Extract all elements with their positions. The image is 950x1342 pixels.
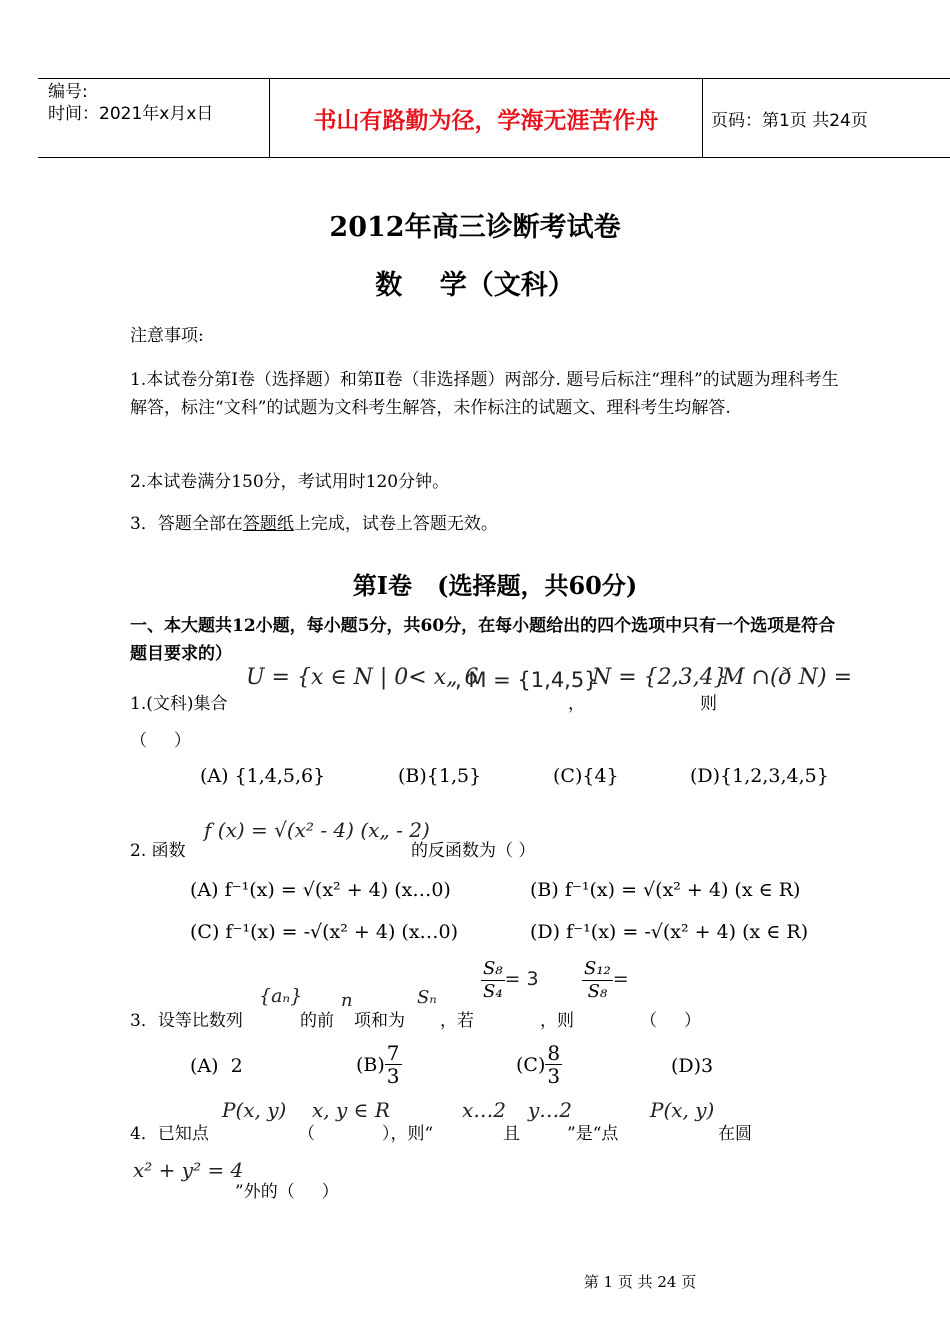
q3-option-b-label: (B) (356, 1053, 385, 1076)
q3-text-2: 的前 (300, 1011, 334, 1031)
q3-ratio-1-num: S₈ (483, 958, 503, 979)
notice-item-3-pre: 3．答题全部在 (130, 514, 243, 534)
q2-option-b: (B) f⁻¹(x) = √(x² + 4) (x ∈ R) (530, 879, 801, 901)
q4-cond-x: x…2 (462, 1098, 507, 1122)
q2-text: 2. 函数 (130, 841, 186, 861)
q3-text-3: 项和为 (354, 1011, 405, 1031)
q3-option-c-label: (C) (516, 1053, 546, 1076)
q3-option-b-den: 3 (386, 1064, 400, 1088)
exam-subtitle: 数 学（文科） (375, 270, 575, 301)
page-header (38, 78, 950, 158)
q4-text-3: ），则“ (382, 1124, 434, 1144)
q3-option-a: (A) 2 (190, 1055, 243, 1077)
q3-sequence: {aₙ} (259, 985, 303, 1007)
number-label: 编号: (48, 82, 88, 102)
q1-text: 1.(文科)集合 (130, 694, 228, 714)
q3-option-d: (D)3 (671, 1055, 714, 1077)
q4-text-2: （ (298, 1124, 315, 1144)
page-label: 页码：第1页 共24页 (711, 110, 868, 131)
header-info (38, 79, 269, 157)
q2-option-d: (D) f⁻¹(x) = -√(x² + 4) (x ∈ R) (530, 921, 809, 943)
q3-ratio-1-eq: = 3 (504, 968, 539, 990)
q4-and: 且 (503, 1124, 520, 1144)
q3-ratio-2-num: S₁₂ (584, 958, 611, 979)
q1-comma: ， (568, 694, 585, 714)
q1-then: 则 (700, 694, 717, 714)
q1-math-set-u: U = {x ∈ N | 0< x„ 6 (246, 665, 479, 690)
q3-ratio-2-den: S₈ (587, 981, 608, 1002)
q4-text-4: ”是“点 (567, 1124, 619, 1144)
q1-paren: （ ） (130, 731, 192, 751)
q4-text-6: ”外的（ ） (235, 1182, 339, 1202)
page-footer: 第 1 页 共 24 页 (583, 1273, 697, 1291)
q4-text-1: 4．已知点 (130, 1124, 209, 1144)
q1-option-a: (A) {1,4,5,6} (200, 765, 326, 787)
q3-text-4: ，若 (440, 1011, 474, 1031)
notice-item-3-post: 上完成，试卷上答题无效。 (293, 514, 498, 534)
notice-item-2: 2.本试卷满分150分，考试用时120分钟。 (130, 472, 450, 492)
q3-sn: Sₙ (417, 987, 437, 1008)
q3-option-b-num: 7 (386, 1041, 400, 1065)
q2-post: 的反函数为（ ） (411, 841, 536, 861)
q3-paren: （ ） (640, 1011, 702, 1031)
motto: 书山有路勤为径，学海无涯苦作舟 (269, 79, 703, 157)
q3-text-1: 3．设等比数列 (130, 1011, 243, 1031)
q4-cond-y: y…2 (528, 1098, 573, 1122)
q4-circle: x² + y² = 4 (133, 1158, 244, 1182)
q1-option-b: (B){1,5} (398, 765, 482, 787)
q2-function: f (x) = √(x² - 4) (x„ - 2) (204, 818, 430, 842)
part-heading: 一、本大题共12小题，每小题5分，共60分，在每小题给出的四个选项中只有一个选项是符合题目要求的） (130, 616, 836, 664)
section-title: 第Ⅰ卷 (选择题，共60分) (352, 571, 638, 600)
q3-ratio-1 (481, 958, 539, 1003)
notice-heading: 注意事项: (130, 326, 204, 346)
q1-math-expr: M ∩(ð N) = (722, 665, 853, 690)
q1-option-c: (C){4} (553, 765, 619, 787)
q1-option-d: (D){1,2,3,4,5} (690, 765, 829, 787)
q3-ratio-2-eq: = (612, 968, 629, 990)
q3-option-c-num: 8 (547, 1041, 561, 1065)
q3-ratio-1-den: S₄ (483, 981, 503, 1002)
q3-ratio-2 (582, 958, 629, 1003)
q3-option-b (356, 1042, 402, 1087)
q3-option-c (516, 1042, 562, 1087)
q4-text-5: 在圆 (718, 1124, 752, 1144)
q3-n: n (341, 990, 353, 1011)
q2-option-c: (C) f⁻¹(x) = -√(x² + 4) (x…0) (190, 921, 459, 943)
q1-math-set-m: , M = {1,4,5} (455, 668, 598, 692)
answer-sheet-link: 答题纸 (242, 514, 294, 534)
q4-point-2: P(x, y) (650, 1098, 715, 1122)
notice-item-3 (130, 510, 850, 538)
q1-math-set-n: N = {2,3,4} (592, 665, 728, 690)
q3-text-5: ，则 (540, 1011, 574, 1031)
exam-title: 2012年高三诊断考试卷 (329, 212, 621, 243)
time-label: 时间：2021年x月x日 (48, 104, 214, 124)
q4-domain: x, y ∈ R (312, 1098, 390, 1122)
q4-point: P(x, y) (222, 1098, 287, 1122)
notice-item-1: 1.本试卷分第Ⅰ卷（选择题）和第Ⅱ卷（非选择题）两部分. 题号后标注“理科”的试题为理科考生解答，标注“文科”的试题为文科考生解答，未作标注的试题文、理科考生均解答. (130, 370, 839, 418)
q2-option-a: (A) f⁻¹(x) = √(x² + 4) (x…0) (190, 879, 451, 901)
q3-option-c-den: 3 (547, 1064, 561, 1088)
